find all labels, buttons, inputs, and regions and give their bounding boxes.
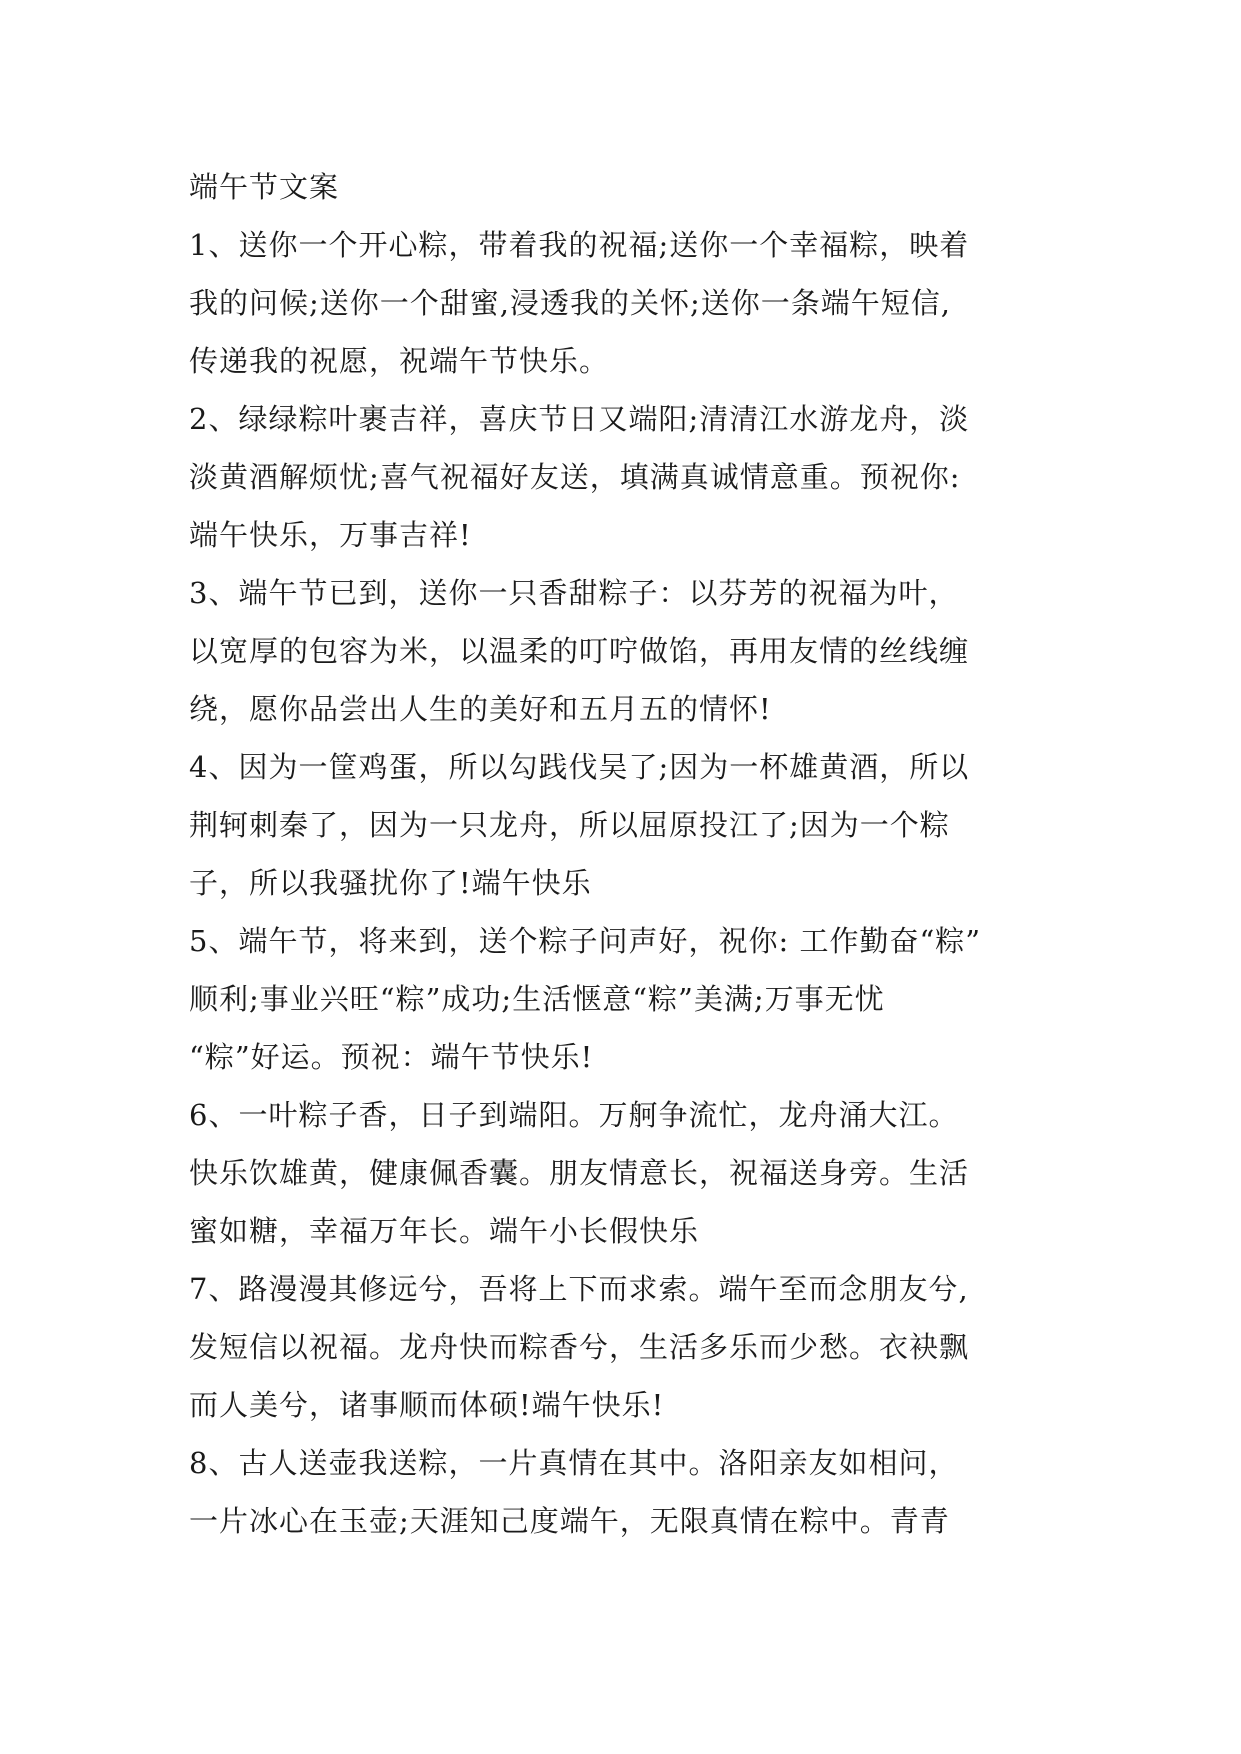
paragraph-1: 1、送你一个开心粽，带着我的祝福;送你一个幸福粽，映着 我的问候;送你一个甜蜜,浸透我的关怀;送你一条端午短信, 传递我的祝愿，祝端午节快乐。	[189, 228, 970, 378]
paragraph-4: 4、因为一筐鸡蛋，所以勾践伐吴了;因为一杯雄黄酒，所以 荆轲刺秦了，因为一只龙舟，所以屈原投江了;因为一个粽 子，所以我骚扰你了!端午快乐	[189, 750, 970, 900]
document-title: 端午节文案	[189, 170, 340, 204]
paragraph-3: 3、端午节已到，送你一只香甜粽子：以芬芳的祝福为叶， 以宽厚的包容为米，以温柔的叮咛做馅，再用友情的丝线缠 绕，愿你品尝出人生的美好和五月五的情怀!	[189, 576, 970, 726]
paragraph-2: 2、绿绿粽叶裹吉祥，喜庆节日又端阳;清清江水游龙舟，淡 淡黄酒解烦忧;喜气祝福好友送，填满真诚情意重。预祝你: 端午快乐，万事吉祥!	[189, 402, 970, 552]
paragraph-6: 6、一叶粽子香，日子到端阳。万舸争流忙，龙舟涌大江。 快乐饮雄黄，健康佩香囊。朋友情意长，祝福送身旁。生活 蜜如糖，幸福万年长。端午小长假快乐	[189, 1098, 970, 1248]
paragraph-8: 8、古人送壶我送粽，一片真情在其中。洛阳亲友如相问， 一片冰心在玉壶;天涯知己度端午，无限真情在粽中。青青	[189, 1446, 959, 1538]
document-body	[189, 158, 1069, 1550]
paragraph-7: 7、路漫漫其修远兮，吾将上下而求索。端午至而念朋友兮, 发短信以祝福。龙舟快而粽香兮，生活多乐而少愁。衣袂飘 而人美兮，诸事顺而体硕!端午快乐!	[189, 1272, 970, 1422]
paragraph-5: 5、端午节，将来到，送个粽子问声好，祝你: 工作勤奋“粽” 顺利;事业兴旺“粽”成功;生活惬意“粽”美满;万事无忧 “粽”好运。预祝：端午节快乐!	[189, 924, 982, 1074]
